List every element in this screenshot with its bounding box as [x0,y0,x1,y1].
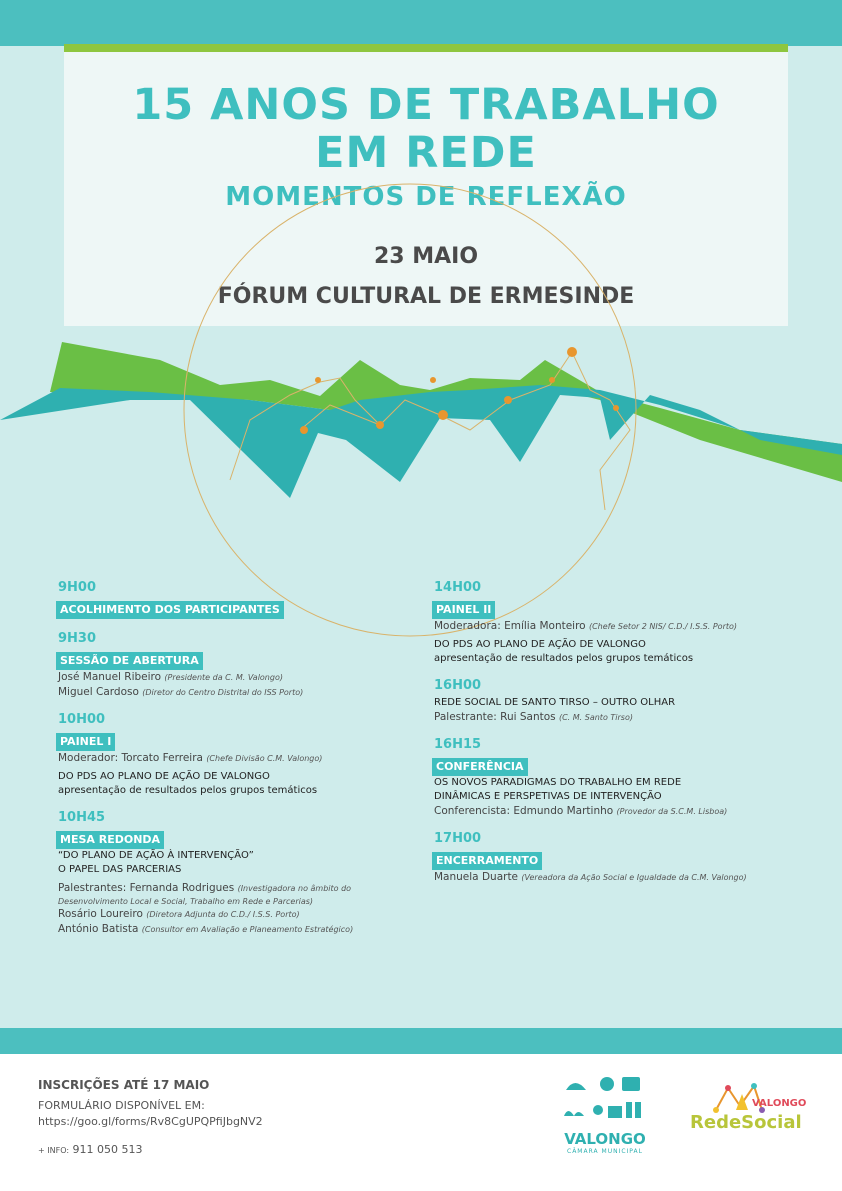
session-time: 9H00 [58,580,97,595]
form-label: FORMULÁRIO DISPONÍVEL EM: [38,1099,205,1112]
valongo-camara-logo [560,1072,650,1155]
speaker-line: Conferencista: Edmundo Martinho (Provedor da S.C.M. Lisboa) [434,805,728,817]
session-tag: SESSÃO DE ABERTURA [56,652,203,670]
session-topic: OS NOVOS PARADIGMAS DO TRABALHO EM REDE [434,777,682,788]
session-time: 17H00 [434,831,482,846]
speaker-line: Moderadora: Emília Monteiro (Chefe Setor 2 NIS/ C.D./ I.S.S. Porto) [434,620,738,632]
program-left-column [56,580,426,937]
footer [0,1054,842,1191]
session-topic: DO PDS AO PLANO DE AÇÃO DE VALONGO [434,639,646,650]
session-16h00 [432,678,802,725]
session-topic-detail: apresentação de resultados pelos grupos temáticos [434,653,694,664]
info-phone: + INFO: 911 050 513 [38,1143,143,1156]
municipal-icons [560,1072,650,1126]
session-time: 14H00 [434,580,482,595]
logo-valongo-label: VALONGO [752,1098,807,1109]
speaker-line: José Manuel Ribeiro (Presidente da C. M. Valongo) [58,671,283,683]
program-right-column [432,580,802,885]
form-link[interactable]: https://goo.gl/forms/Rv8CgUPQPfiJbgNV2 [38,1115,263,1128]
session-10h00 [56,712,426,798]
session-time: 9H30 [58,631,97,646]
speaker-line: António Batista (Consultor em Avaliação e Planeamento Estratégico) [58,923,354,935]
rede-social-logo [686,1080,816,1160]
session-time: 10H00 [58,712,106,727]
session-time: 16H00 [434,678,482,693]
session-time: 10H45 [58,810,106,825]
session-14h00 [432,580,802,666]
session-tag: ACOLHIMENTO DOS PARTICIPANTES [56,601,284,619]
session-topic: REDE SOCIAL DE SANTO TIRSO – OUTRO OLHAR [434,697,676,708]
session-tag: PAINEL I [56,733,115,751]
event-date: 23 MAIO [373,244,479,269]
speaker-line: Manuela Duarte (Vereadora da Ação Social e Igualdade da C.M. Valongo) [434,871,747,883]
session-topic: DO PDS AO PLANO DE AÇÃO DE VALONGO [58,771,270,782]
session-tag: ENCERRAMENTO [432,852,542,870]
session-topic-detail: apresentação de resultados pelos grupos temáticos [58,785,318,796]
session-10h45 [56,810,426,937]
registration-info [38,1078,263,1159]
session-16h15 [432,737,802,819]
registration-deadline: INSCRIÇÕES ATÉ 17 MAIO [38,1078,210,1092]
session-topic: “DO PLANO DE AÇÃO À INTERVENÇÃO” [58,850,254,861]
session-topic-detail: O PAPEL DAS PARCERIAS [58,864,182,875]
logo-valongo-text: VALONGO [564,1130,646,1148]
logo-rede-social-text: RedeSocial [690,1112,802,1133]
session-17h00 [432,831,802,885]
bottom-band [0,1028,842,1054]
subtitle: MOMENTOS DE REFLEXÃO [225,182,627,212]
session-time: 16H15 [434,737,482,752]
session-9h30 [56,631,426,700]
title-line-2: EM REDE [315,128,537,178]
logo-camara-text: CÂMARA MUNICIPAL [567,1148,643,1155]
speaker-line: Moderador: Torcato Ferreira (Chefe Divisão C.M. Valongo) [58,752,323,764]
event-venue: FÓRUM CULTURAL DE ERMESINDE [217,284,635,309]
session-tag: CONFERÊNCIA [432,758,528,776]
speaker-line: Rosário Loureiro (Diretora Adjunta do C.D./ I.S.S. Porto) [58,908,300,920]
title-line-1: 15 ANOS DE TRABALHO [132,80,720,130]
speaker-line: Palestrantes: Fernanda Rodrigues (Investigadora no âmbito do [58,882,352,894]
session-9h00 [56,580,426,619]
session-topic-detail: DINÂMICAS E PERSPETIVAS DE INTERVENÇÃO [434,791,662,802]
session-tag: MESA REDONDA [56,831,164,849]
speaker-line: Miguel Cardoso (Diretor do Centro Distrital do ISS Porto) [58,686,304,698]
speaker-line: Palestrante: Rui Santos (C. M. Santo Tirso) [434,711,633,723]
session-tag: PAINEL II [432,601,495,619]
speaker-line: Desenvolvimento Local e Social, Trabalho em Rede e Parcerias) [58,897,314,906]
